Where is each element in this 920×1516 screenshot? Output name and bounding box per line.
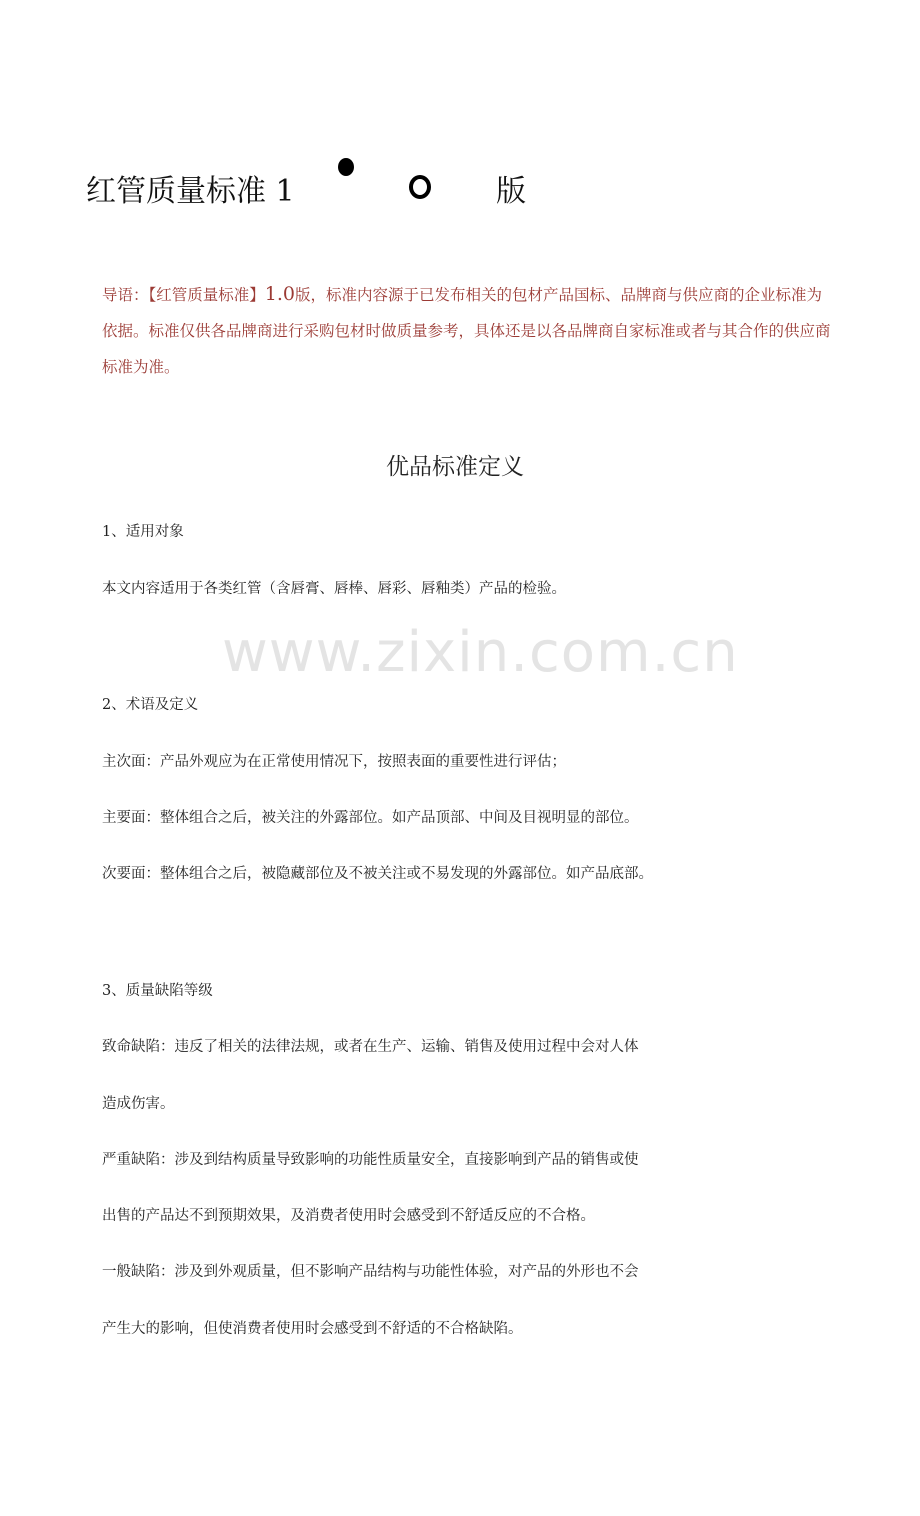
intro-version: 1.0 [264,283,295,305]
heading-scope: 1、适用对象 [102,524,184,540]
intro-text: 版，标准内容源于已发布相关的包材产品国标、品牌商与供应商的企业标准为依据。标准仅供各品牌商进行采购包材时做质量参考，具体还是以各品牌商自家标准或者与其合作的供应商标准为准。 [102,286,831,376]
ring-icon [409,175,431,199]
watermark: www.zixin.com.cn [222,620,739,685]
paragraph: 次要面：整体组合之后，被隐藏部位及不被关注或不易发现的外露部位。如产品底部。 [102,866,653,882]
paragraph: 产生大的影响，但使消费者使用时会感受到不舒适的不合格缺陷。 [102,1321,523,1337]
doc-title-suffix: 版 [496,174,526,209]
section-title: 优品标准定义 [386,454,524,480]
paragraph: 严重缺陷：涉及到结构质量导致影响的功能性质量安全，直接影响到产品的销售或使 [102,1152,639,1168]
paragraph: 造成伤害。 [102,1096,175,1112]
paragraph: 致命缺陷：违反了相关的法律法规，或者在生产、运输、销售及使用过程中会对人体 [102,1039,639,1055]
intro-label: 导语： [102,286,149,304]
paragraph: 主次面：产品外观应为在正常使用情况下，按照表面的重要性进行评估； [102,754,566,770]
bullet-dot-icon [338,158,354,176]
doc-title: 红管质量标准 1 [86,174,295,209]
heading-terms: 2、术语及定义 [102,697,199,713]
paragraph: 一般缺陷：涉及到外观质量，但不影响产品结构与功能性体验，对产品的外形也不会 [102,1264,639,1280]
paragraph: 出售的产品达不到预期效果，及消费者使用时会感受到不舒适反应的不合格。 [102,1208,595,1224]
heading-defects: 3、质量缺陷等级 [102,983,213,999]
intro-paragraph [102,276,832,385]
intro-bracket: 【红管质量标准】 [148,286,265,304]
paragraph: 本文内容适用于各类红管（含唇膏、唇棒、唇彩、唇釉类）产品的检验。 [102,581,566,597]
paragraph: 主要面：整体组合之后，被关注的外露部位。如产品顶部、中间及目视明显的部位。 [102,810,639,826]
